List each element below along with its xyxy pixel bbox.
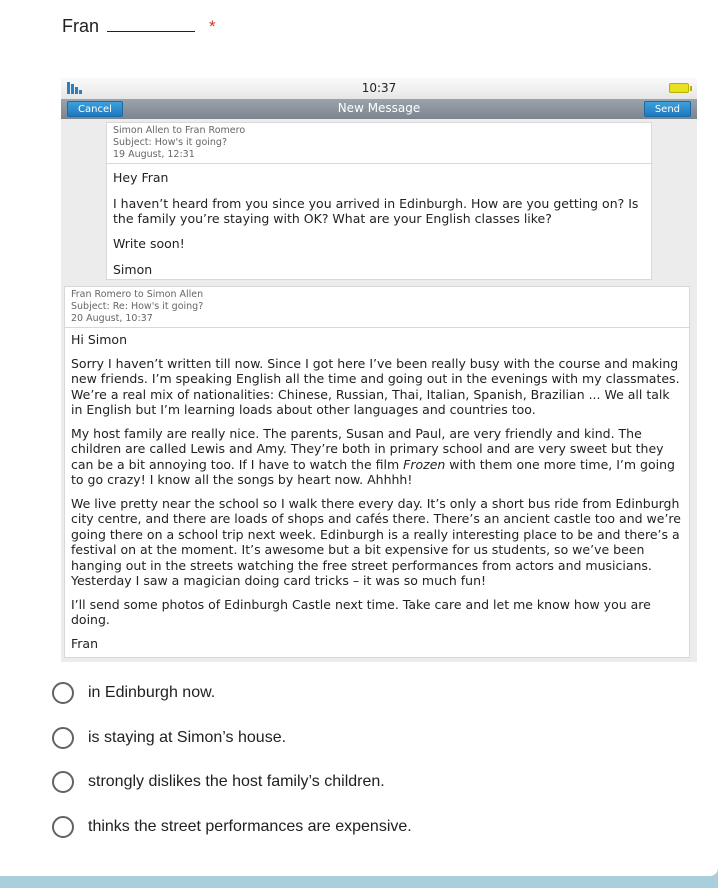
email2-para2-start: My host family are really nice. The parents, Susan and Paul, are very friendly and kind. The children are called Lewis and Amy. They’re both in primary school and are very sweet but they can be a bit annoying too. If I have to watch the film bbox=[71, 425, 664, 472]
battery-icon bbox=[669, 83, 689, 93]
email2-greeting: Hi Simon bbox=[71, 332, 127, 347]
email2-subject: Subject: Re: How's it going? bbox=[71, 301, 204, 312]
radio-button[interactable] bbox=[52, 682, 74, 704]
option-label[interactable]: thinks the street performances are expensive. bbox=[88, 817, 412, 835]
email1-date: 19 August, 12:31 bbox=[113, 149, 195, 160]
answer-options bbox=[52, 682, 412, 860]
email1-para2: Write soon! bbox=[113, 236, 185, 251]
status-time: 10:37 bbox=[361, 81, 397, 95]
radio-button[interactable] bbox=[52, 771, 74, 793]
radio-button[interactable] bbox=[52, 727, 74, 749]
email2-date: 20 August, 10:37 bbox=[71, 313, 153, 324]
option-2[interactable] bbox=[52, 727, 412, 749]
status-bar bbox=[61, 78, 697, 99]
option-label[interactable]: in Edinburgh now. bbox=[88, 684, 216, 701]
email2-header: Fran Romero to Simon Allen bbox=[71, 289, 204, 300]
email1-greeting: Hey Fran bbox=[113, 170, 169, 185]
message-navbar bbox=[61, 99, 697, 119]
question-prefix: Fran bbox=[62, 16, 100, 36]
email2-para1: Sorry I haven’t written till now. Since I got here I’ve been really busy with the course and making new friends. I’m speaking English all the time and going out in the evenings with my classmates. We’re a real mix of nationalities: Chinese, Russian, Thai, Italian, Spanish, Brazilian ... We all talk in English but I’m learning loads about other languages and countries too. bbox=[71, 355, 680, 417]
option-3[interactable] bbox=[52, 771, 412, 793]
radio-button[interactable] bbox=[52, 816, 74, 838]
email2-meta bbox=[64, 286, 690, 328]
cancel-button: Cancel bbox=[67, 101, 123, 117]
email2-body bbox=[64, 328, 690, 658]
email2-para2 bbox=[71, 426, 683, 488]
email-screenshot-image bbox=[61, 78, 697, 662]
email1-body bbox=[106, 164, 652, 280]
email1-signoff: Simon bbox=[113, 262, 153, 277]
film-title: Frozen bbox=[403, 456, 446, 472]
option-4[interactable] bbox=[52, 816, 412, 838]
question-text bbox=[62, 16, 216, 37]
email2-para4: I’ll send some photos of Edinburgh Castle next time. Take care and let me know how you are doing. bbox=[71, 596, 651, 627]
email2-signoff: Fran bbox=[71, 635, 99, 651]
email2-para2-end: with them one more time, I’m going to go crazy! I know all the songs by heart now. Ahhhh! bbox=[71, 456, 675, 487]
message-title: New Message bbox=[337, 101, 421, 115]
option-label[interactable]: strongly dislikes the host family’s children. bbox=[88, 773, 385, 791]
answer-blank bbox=[107, 18, 195, 32]
email1-subject: Subject: How's it going? bbox=[113, 137, 227, 148]
email1-para1: I haven’t heard from you since you arrived in Edinburgh. How are you getting on? Is the family you’re staying with OK? What are your English classes like? bbox=[113, 196, 639, 226]
required-asterisk: * bbox=[209, 17, 216, 36]
option-label[interactable]: is staying at Simon’s house. bbox=[88, 728, 287, 746]
option-1[interactable] bbox=[52, 682, 412, 704]
email2-para3: We live pretty near the school so I walk there every day. It’s only a short bus ride from Edinburgh city centre, and there are loads of shops and cafés there. There’s an ancient castle too and we’re going there on a school trip next week. Edinburgh is a really interesting place to be and there’s a festival on at the moment. It’s awesome but a bit expensive for us students, so we’ve been hanging out in the streets watching the free street performances from actors and musicians. Yesterday I saw a magician doing card tricks – it was so much fun! bbox=[71, 495, 681, 588]
email1-meta bbox=[106, 122, 652, 164]
email1-header: Simon Allen to Fran Romero bbox=[113, 125, 246, 136]
send-button: Send bbox=[644, 101, 691, 117]
